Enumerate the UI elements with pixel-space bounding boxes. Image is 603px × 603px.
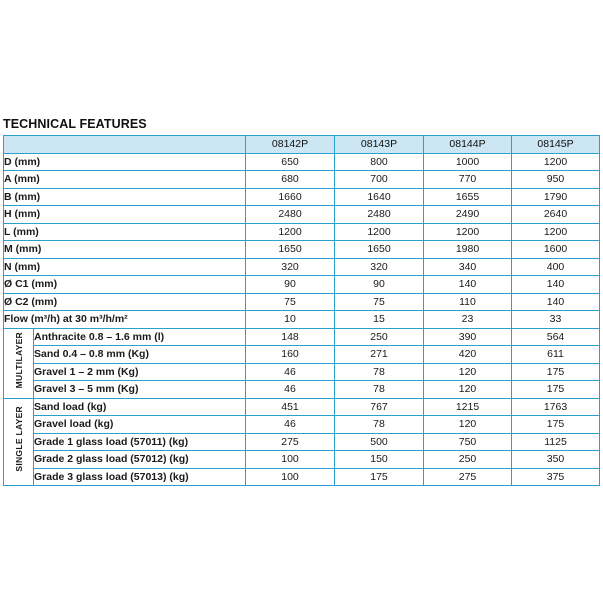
value-cell: 75	[246, 293, 335, 311]
table-row	[4, 153, 600, 171]
row-label: Flow (m³/h) at 30 m³/h/m²	[4, 311, 246, 329]
value-cell: 175	[512, 381, 600, 399]
value-cell: 250	[424, 451, 512, 469]
table-row	[4, 206, 600, 224]
group-label: MULTILAYER	[13, 332, 24, 389]
value-cell: 2490	[424, 206, 512, 224]
value-cell: 1980	[424, 241, 512, 259]
value-cell: 400	[512, 258, 600, 276]
row-label: B (mm)	[4, 188, 246, 206]
row-label: D (mm)	[4, 153, 246, 171]
value-cell: 23	[424, 311, 512, 329]
table-row	[4, 293, 600, 311]
row-label: Gravel load (kg)	[34, 416, 246, 434]
value-cell: 1763	[512, 398, 600, 416]
value-cell: 320	[246, 258, 335, 276]
value-cell: 1655	[424, 188, 512, 206]
value-cell: 120	[424, 381, 512, 399]
value-cell: 175	[512, 416, 600, 434]
value-cell: 1650	[246, 241, 335, 259]
value-cell: 275	[246, 433, 335, 451]
value-cell: 78	[335, 381, 424, 399]
value-cell: 451	[246, 398, 335, 416]
row-label: Gravel 3 – 5 mm (Kg)	[34, 381, 246, 399]
value-cell: 611	[512, 346, 600, 364]
value-cell: 271	[335, 346, 424, 364]
row-label: M (mm)	[4, 241, 246, 259]
value-cell: 100	[246, 451, 335, 469]
value-cell: 100	[246, 468, 335, 486]
table-row	[4, 381, 600, 399]
value-cell: 390	[424, 328, 512, 346]
row-label: Anthracite 0.8 – 1.6 mm (l)	[34, 328, 246, 346]
column-header: 08143P	[335, 136, 424, 154]
value-cell: 175	[512, 363, 600, 381]
value-cell: 275	[424, 468, 512, 486]
table-row	[4, 451, 600, 469]
value-cell: 2480	[246, 206, 335, 224]
group-label-cell	[4, 328, 34, 398]
value-cell: 320	[335, 258, 424, 276]
value-cell: 800	[335, 153, 424, 171]
column-header: 08145P	[512, 136, 600, 154]
value-cell: 148	[246, 328, 335, 346]
value-cell: 1200	[424, 223, 512, 241]
value-cell: 1640	[335, 188, 424, 206]
row-label: N (mm)	[4, 258, 246, 276]
value-cell: 46	[246, 363, 335, 381]
row-label: Sand load (kg)	[34, 398, 246, 416]
row-label: L (mm)	[4, 223, 246, 241]
table-row	[4, 398, 600, 416]
value-cell: 78	[335, 363, 424, 381]
value-cell: 564	[512, 328, 600, 346]
value-cell: 680	[246, 171, 335, 189]
value-cell: 650	[246, 153, 335, 171]
value-cell: 1200	[512, 153, 600, 171]
row-label: Grade 2 glass load (57012) (kg)	[34, 451, 246, 469]
value-cell: 950	[512, 171, 600, 189]
row-label: Grade 1 glass load (57011) (kg)	[34, 433, 246, 451]
value-cell: 340	[424, 258, 512, 276]
value-cell: 46	[246, 381, 335, 399]
table-row	[4, 223, 600, 241]
value-cell: 140	[512, 293, 600, 311]
value-cell: 375	[512, 468, 600, 486]
technical-features-table	[3, 135, 600, 486]
value-cell: 1650	[335, 241, 424, 259]
value-cell: 75	[335, 293, 424, 311]
value-cell: 500	[335, 433, 424, 451]
table-row	[4, 468, 600, 486]
value-cell: 1200	[512, 223, 600, 241]
value-cell: 140	[512, 276, 600, 294]
value-cell: 1000	[424, 153, 512, 171]
table-row	[4, 433, 600, 451]
table-row	[4, 258, 600, 276]
group-label-cell	[4, 398, 34, 486]
row-label: Grade 3 glass load (57013) (kg)	[34, 468, 246, 486]
value-cell: 175	[335, 468, 424, 486]
value-cell: 78	[335, 416, 424, 434]
table-row	[4, 241, 600, 259]
value-cell: 1790	[512, 188, 600, 206]
value-cell: 1215	[424, 398, 512, 416]
header-blank-cell	[4, 136, 246, 154]
value-cell: 10	[246, 311, 335, 329]
table-row	[4, 416, 600, 434]
row-label: H (mm)	[4, 206, 246, 224]
column-header: 08144P	[424, 136, 512, 154]
table-row	[4, 328, 600, 346]
value-cell: 120	[424, 363, 512, 381]
value-cell: 1125	[512, 433, 600, 451]
value-cell: 750	[424, 433, 512, 451]
value-cell: 2480	[335, 206, 424, 224]
value-cell: 120	[424, 416, 512, 434]
value-cell: 110	[424, 293, 512, 311]
group-label: SINGLE LAYER	[13, 406, 24, 473]
value-cell: 767	[335, 398, 424, 416]
row-label: Ø C1 (mm)	[4, 276, 246, 294]
value-cell: 770	[424, 171, 512, 189]
value-cell: 350	[512, 451, 600, 469]
value-cell: 90	[335, 276, 424, 294]
value-cell: 150	[335, 451, 424, 469]
table-row	[4, 171, 600, 189]
table-row	[4, 276, 600, 294]
value-cell: 1600	[512, 241, 600, 259]
row-label: A (mm)	[4, 171, 246, 189]
row-label: Ø C2 (mm)	[4, 293, 246, 311]
row-label: Gravel 1 – 2 mm (Kg)	[34, 363, 246, 381]
header-row	[4, 136, 600, 154]
value-cell: 1200	[335, 223, 424, 241]
table-row	[4, 346, 600, 364]
value-cell: 33	[512, 311, 600, 329]
value-cell: 250	[335, 328, 424, 346]
table-row	[4, 311, 600, 329]
page-title: TECHNICAL FEATURES	[3, 117, 147, 131]
value-cell: 46	[246, 416, 335, 434]
table-row	[4, 188, 600, 206]
value-cell: 15	[335, 311, 424, 329]
value-cell: 140	[424, 276, 512, 294]
value-cell: 90	[246, 276, 335, 294]
value-cell: 420	[424, 346, 512, 364]
value-cell: 700	[335, 171, 424, 189]
row-label: Sand 0.4 – 0.8 mm (Kg)	[34, 346, 246, 364]
value-cell: 1660	[246, 188, 335, 206]
value-cell: 1200	[246, 223, 335, 241]
value-cell: 160	[246, 346, 335, 364]
column-header: 08142P	[246, 136, 335, 154]
value-cell: 2640	[512, 206, 600, 224]
table-row	[4, 363, 600, 381]
